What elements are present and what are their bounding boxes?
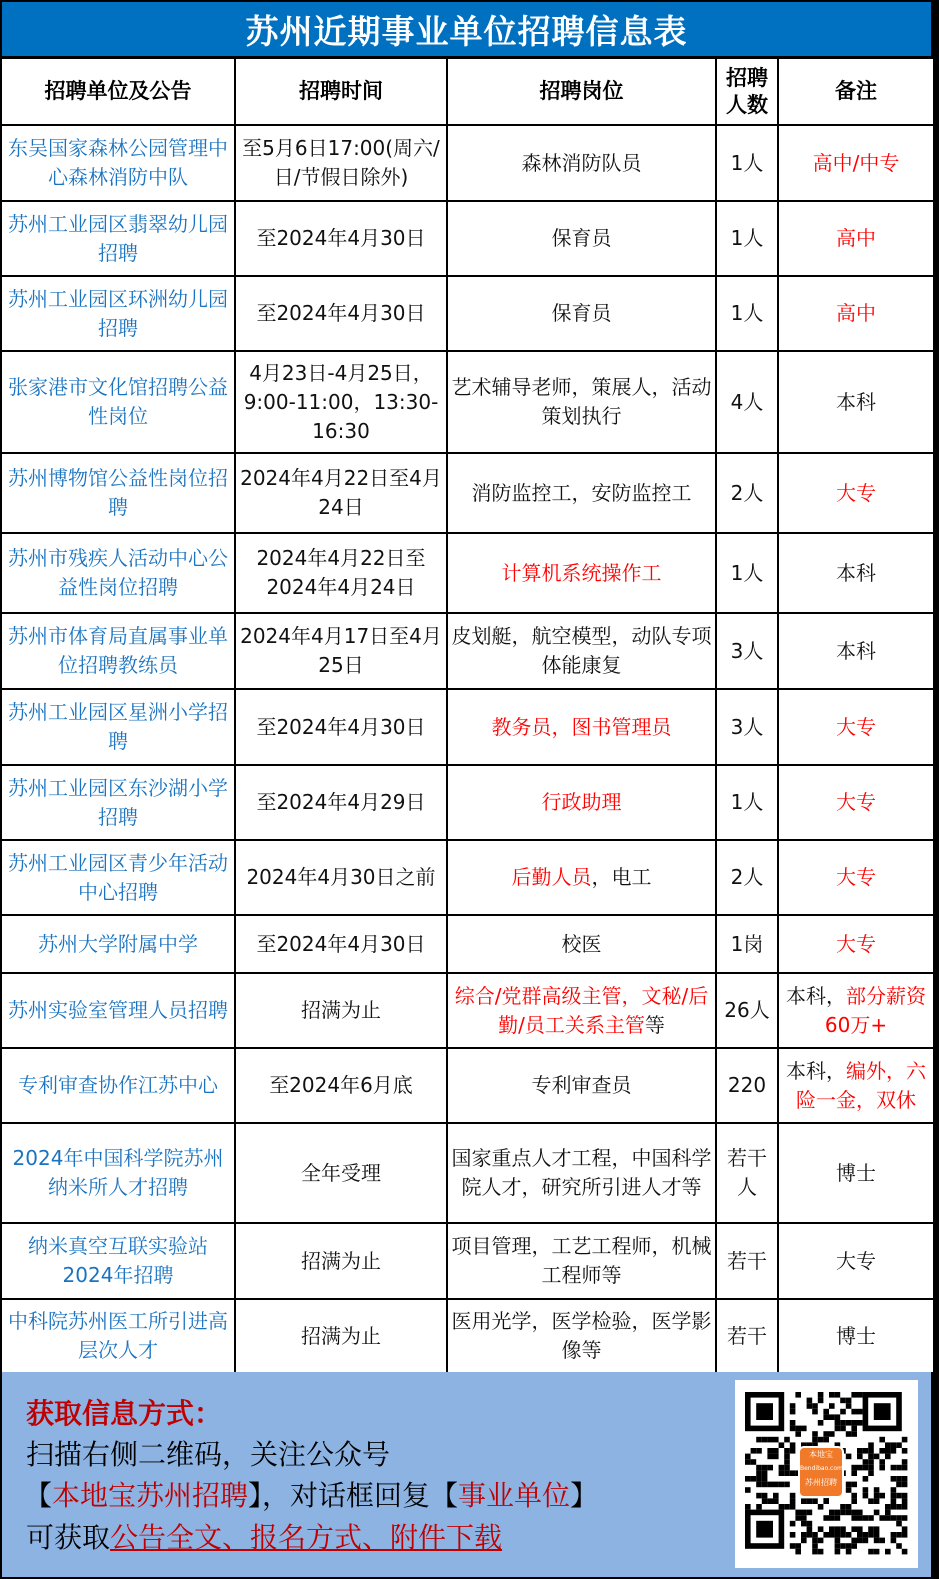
note bbox=[778, 201, 934, 276]
job-text: 保育员 bbox=[551, 226, 612, 250]
logo-text: 苏州招聘 bbox=[805, 1478, 837, 1487]
note-text: 大专 bbox=[836, 1248, 876, 1273]
table-row bbox=[1, 915, 934, 973]
unit-link[interactable]: 苏州工业园区东沙湖小学招聘 bbox=[1, 765, 235, 840]
job-text: 国家重点人才工程，中国科学院人才，研究所引进人才等 bbox=[451, 1146, 712, 1199]
note bbox=[778, 1223, 934, 1299]
qr-code bbox=[735, 1380, 918, 1568]
header-time: 招聘时间 bbox=[235, 58, 447, 125]
note bbox=[778, 613, 934, 689]
note-text: 博士 bbox=[836, 1160, 876, 1185]
job-text: ，电工 bbox=[591, 865, 652, 889]
unit-link[interactable]: 纳米真空互联实验站2024年招聘 bbox=[1, 1223, 235, 1299]
note-text: 本科 bbox=[836, 389, 876, 414]
position bbox=[447, 973, 716, 1048]
note-text: 本科， bbox=[786, 1058, 846, 1083]
note bbox=[778, 533, 934, 613]
note bbox=[778, 1048, 934, 1123]
job-text: 计算机系统操作工 bbox=[501, 560, 662, 585]
position bbox=[447, 201, 716, 276]
job-text: 专利审查员 bbox=[531, 1073, 632, 1097]
footer-line3 bbox=[24, 1474, 598, 1514]
recruit-time: 至2024年4月30日 bbox=[235, 689, 447, 765]
note-text: 博士 bbox=[836, 1323, 876, 1348]
position bbox=[447, 765, 716, 840]
recruit-time: 2024年4月17日至4月25日 bbox=[235, 613, 447, 689]
note-text: 大专 bbox=[836, 790, 876, 814]
unit-link[interactable]: 苏州大学附属中学 bbox=[1, 915, 235, 973]
headcount: 4人 bbox=[716, 351, 778, 453]
unit-link[interactable]: 苏州市残疾人活动中心公益性岗位招聘 bbox=[1, 533, 235, 613]
note bbox=[778, 453, 934, 533]
unit-link[interactable]: 2024年中国科学院苏州纳米所人才招聘 bbox=[1, 1123, 235, 1223]
note bbox=[778, 1299, 934, 1373]
table-row bbox=[1, 1048, 934, 1123]
job-text: 综合/党群高级主管，文秘/后勤/员工关系主管 bbox=[454, 983, 709, 1037]
footer-line4 bbox=[26, 1516, 502, 1556]
headcount: 26人 bbox=[716, 973, 778, 1048]
recruit-time: 至2024年4月29日 bbox=[235, 765, 447, 840]
job-text: 消防监控工，安防监控工 bbox=[471, 480, 692, 505]
recruit-time: 4月23日-4月25日，9:00-11:00，13:30-16:30 bbox=[235, 351, 447, 453]
note-text: 本科， bbox=[786, 983, 846, 1008]
note bbox=[778, 125, 934, 201]
recruit-time: 至2024年4月30日 bbox=[235, 915, 447, 973]
note bbox=[778, 840, 934, 915]
table-row bbox=[1, 276, 934, 351]
position bbox=[447, 351, 716, 453]
position bbox=[447, 840, 716, 915]
table-row bbox=[1, 840, 934, 915]
unit-link[interactable]: 专利审查协作江苏中心 bbox=[1, 1048, 235, 1123]
headcount: 1人 bbox=[716, 533, 778, 613]
headcount: 1人 bbox=[716, 765, 778, 840]
note bbox=[778, 765, 934, 840]
recruit-time: 2024年4月22日至4月24日 bbox=[235, 453, 447, 533]
headcount: 若干 bbox=[716, 1223, 778, 1299]
account-name: 本地宝苏州招聘 bbox=[52, 1479, 249, 1512]
download-link[interactable]: 公告全文、报名方式、附件下载 bbox=[110, 1521, 503, 1554]
unit-link[interactable]: 苏州工业园区星洲小学招聘 bbox=[1, 689, 235, 765]
reply-keyword: 事业单位 bbox=[458, 1479, 571, 1512]
header-note: 备注 bbox=[778, 58, 934, 125]
note-text: 大专 bbox=[836, 480, 876, 505]
headcount: 若干人 bbox=[716, 1123, 778, 1223]
recruit-time: 2024年4月30日之前 bbox=[235, 840, 447, 915]
position bbox=[447, 125, 716, 201]
position bbox=[447, 915, 716, 973]
footer-line1: 扫描右侧二维码，关注公众号 bbox=[26, 1438, 391, 1471]
position bbox=[447, 1299, 716, 1373]
table-row bbox=[1, 201, 934, 276]
job-text: 项目管理，工艺工程师，机械工程师等 bbox=[451, 1234, 712, 1287]
note-text: 部分薪资60万+ bbox=[824, 983, 926, 1037]
unit-link[interactable]: 苏州工业园区翡翠幼儿园招聘 bbox=[1, 201, 235, 276]
job-text: 后勤人员 bbox=[511, 865, 592, 889]
recruit-time: 全年受理 bbox=[235, 1123, 447, 1223]
note-text: 本科 bbox=[836, 560, 876, 585]
logo-text: Bendibao.com bbox=[800, 1465, 843, 1472]
note-text: 大专 bbox=[836, 865, 876, 889]
table-row bbox=[1, 1223, 934, 1299]
headcount: 3人 bbox=[716, 689, 778, 765]
unit-link[interactable]: 苏州市体育局直属事业单位招聘教练员 bbox=[1, 613, 235, 689]
note-text: 高中 bbox=[836, 226, 876, 250]
table-row bbox=[1, 533, 934, 613]
unit-link[interactable]: 张家港市文化馆招聘公益性岗位 bbox=[1, 351, 235, 453]
reply-text: 】，对话框回复【 bbox=[248, 1479, 459, 1512]
note-text: 高中 bbox=[836, 301, 876, 325]
headcount: 3人 bbox=[716, 613, 778, 689]
position bbox=[447, 613, 716, 689]
job-text: 校医 bbox=[561, 931, 602, 956]
table-row bbox=[1, 689, 934, 765]
unit-link[interactable]: 苏州实验室管理人员招聘 bbox=[1, 973, 235, 1048]
note-text: 编外，六险一金，双休 bbox=[796, 1058, 926, 1112]
recruit-time: 招满为止 bbox=[235, 973, 447, 1048]
headcount: 1岗 bbox=[716, 915, 778, 973]
headcount: 若干 bbox=[716, 1299, 778, 1373]
prefix: 可获取 bbox=[26, 1521, 111, 1554]
footer-info bbox=[2, 1372, 931, 1577]
note-text: 大专 bbox=[836, 714, 876, 739]
table-row bbox=[1, 453, 934, 533]
recruit-time: 至5月6日17:00(周六/日/节假日除外) bbox=[235, 125, 447, 201]
unit-link[interactable]: 苏州博物馆公益性岗位招聘 bbox=[1, 453, 235, 533]
position bbox=[447, 533, 716, 613]
position bbox=[447, 1048, 716, 1123]
table-row bbox=[1, 1299, 934, 1373]
job-text: 皮划艇，航空模型，动队专项体能康复 bbox=[451, 624, 712, 677]
table-row bbox=[1, 1123, 934, 1223]
header-unit: 招聘单位及公告 bbox=[1, 58, 235, 125]
page-title: 苏州近期事业单位招聘信息表 bbox=[2, 2, 931, 56]
unit-link[interactable]: 苏州工业园区青少年活动中心招聘 bbox=[1, 840, 235, 915]
job-text: 教务员，图书管理员 bbox=[491, 714, 672, 739]
logo-text: 本地宝 bbox=[809, 1450, 833, 1459]
recruit-time: 2024年4月22日至2024年4月24日 bbox=[235, 533, 447, 613]
bracket: 】 bbox=[570, 1479, 599, 1512]
job-text: 医用光学，医学检验，医学影像等 bbox=[451, 1309, 712, 1362]
headcount: 1人 bbox=[716, 201, 778, 276]
note bbox=[778, 1123, 934, 1223]
table-header-row bbox=[1, 58, 934, 125]
note bbox=[778, 973, 934, 1048]
bracket: 【 bbox=[24, 1479, 53, 1512]
header-position: 招聘岗位 bbox=[447, 58, 716, 125]
note bbox=[778, 689, 934, 765]
note-text: 本科 bbox=[836, 638, 876, 663]
recruit-time: 至2024年6月底 bbox=[235, 1048, 447, 1123]
note bbox=[778, 351, 934, 453]
job-text: 等 bbox=[644, 1012, 665, 1037]
position bbox=[447, 1223, 716, 1299]
headcount: 1人 bbox=[716, 125, 778, 201]
headcount: 220 bbox=[716, 1048, 778, 1123]
unit-link[interactable]: 苏州工业园区环洲幼儿园招聘 bbox=[1, 276, 235, 351]
qr-logo bbox=[798, 1446, 844, 1498]
table-row bbox=[1, 613, 934, 689]
recruit-time: 至2024年4月30日 bbox=[235, 201, 447, 276]
recruit-time: 至2024年4月30日 bbox=[235, 276, 447, 351]
header-count: 招聘人数 bbox=[716, 58, 778, 125]
recruitment-table bbox=[0, 57, 935, 1374]
table-row bbox=[1, 351, 934, 453]
table-row bbox=[1, 973, 934, 1048]
footer-heading: 获取信息方式： bbox=[26, 1397, 223, 1430]
job-text: 行政助理 bbox=[541, 790, 622, 814]
table-row bbox=[1, 765, 934, 840]
recruit-time: 招满为止 bbox=[235, 1223, 447, 1299]
headcount: 1人 bbox=[716, 276, 778, 351]
table-row bbox=[1, 125, 934, 201]
position bbox=[447, 276, 716, 351]
unit-link[interactable]: 东吴国家森林公园管理中心森林消防中队 bbox=[1, 125, 235, 201]
position bbox=[447, 453, 716, 533]
note bbox=[778, 276, 934, 351]
headcount: 2人 bbox=[716, 453, 778, 533]
note-text: 高中/中专 bbox=[812, 150, 900, 175]
headcount: 2人 bbox=[716, 840, 778, 915]
position bbox=[447, 1123, 716, 1223]
recruit-time: 招满为止 bbox=[235, 1299, 447, 1373]
note-text: 大专 bbox=[836, 931, 876, 956]
position bbox=[447, 689, 716, 765]
job-text: 保育员 bbox=[551, 301, 612, 325]
job-text: 森林消防队员 bbox=[521, 150, 642, 175]
job-text: 艺术辅导老师，策展人，活动策划执行 bbox=[451, 375, 712, 428]
note bbox=[778, 915, 934, 973]
unit-link[interactable]: 中科院苏州医工所引进高层次人才 bbox=[1, 1299, 235, 1373]
